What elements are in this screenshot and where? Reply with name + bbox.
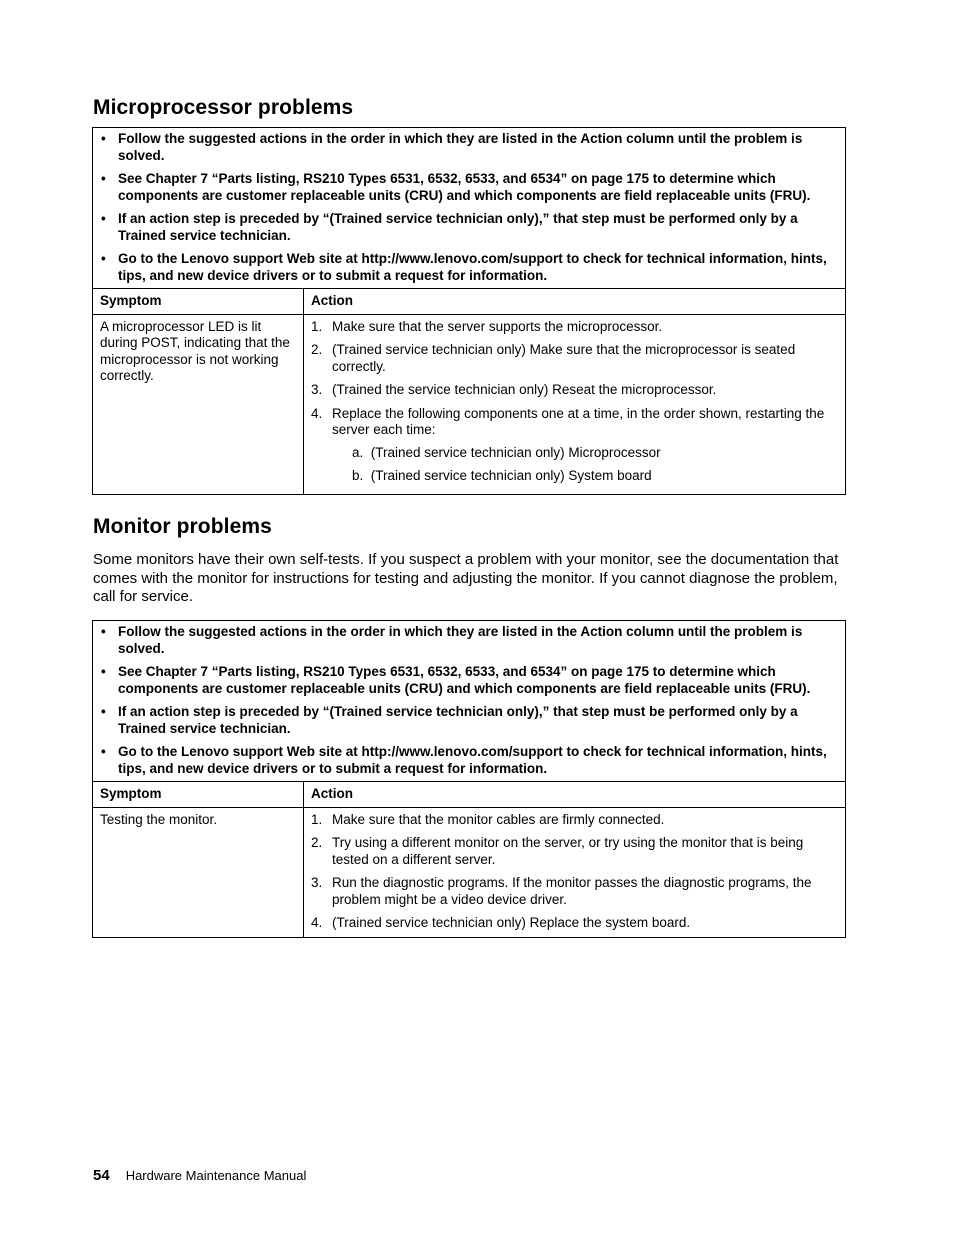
action-step [311, 875, 838, 908]
action-step [311, 915, 838, 932]
step-text: (Trained the service technician only) Reseat the microprocessor. [332, 382, 717, 397]
symptom-header: Symptom [93, 289, 304, 315]
note-item: • Go to the Lenovo support Web site at http://www.lenovo.com/support to check for technical information, hints, tips, and new device drivers or to submit a request for information. [101, 744, 837, 777]
notes-list [101, 624, 837, 777]
monitor-intro-paragraph: Some monitors have their own self-tests. If you suspect a problem with your monitor, see the documentation that comes with the monitor for instructions for testing and adjusting the monitor. If you cannot diagnose the problem, call for service. [93, 551, 839, 605]
step-text: (Trained service technician only) Make sure that the microprocessor is seated correctly. [332, 342, 796, 374]
step-number: 2. [311, 342, 323, 357]
step-number: 4. [311, 405, 323, 421]
table-notes-row [93, 621, 846, 782]
action-header: Action [304, 289, 846, 315]
note-item: • Go to the Lenovo support Web site at http://www.lenovo.com/support to check for technical information, hints, tips, and new device drivers or to submit a request for information. [101, 251, 837, 284]
step-text: (Trained service technician only) Replace the system board. [332, 915, 691, 930]
symptom-cell: Testing the monitor. [93, 807, 304, 937]
step-text: Try using a different monitor on the server, or try using the monitor that is being tested on a different server. [332, 835, 804, 867]
page-footer [93, 1167, 306, 1184]
microprocessor-problems-table [92, 127, 846, 495]
note-item: • See Chapter 7 “Parts listing, RS210 Types 6531, 6532, 6533, and 6534” on page 175 to determine which components are customer replaceable units (CRU) and which components are field replaceable units (FRU). [101, 171, 837, 204]
sub-step: b. (Trained service technician only) System board [352, 468, 652, 483]
monitor-problems-table [92, 620, 846, 938]
table-header-row [93, 289, 846, 315]
action-step [311, 382, 838, 399]
note-item: • See Chapter 7 “Parts listing, RS210 Types 6531, 6532, 6533, and 6534” on page 175 to determine which components are customer replaceable units (CRU) and which components are field replaceable units (FRU). [101, 664, 837, 697]
action-cell [304, 314, 846, 494]
table-notes-row [93, 128, 846, 289]
note-item: • If an action step is preceded by “(Trained service technician only),” that step must be performed only by a Trained service technician. [101, 211, 837, 244]
notes-list [101, 131, 837, 284]
symptom-header: Symptom [93, 782, 304, 808]
step-number: 3. [311, 875, 323, 890]
note-item: • If an action step is preceded by “(Trained service technician only),” that step must be performed only by a Trained service technician. [101, 704, 837, 737]
action-step [311, 812, 838, 829]
action-cell [304, 807, 846, 937]
action-step [311, 319, 838, 336]
section-title-monitor: Monitor problems [93, 515, 272, 538]
note-item: • Follow the suggested actions in the order in which they are listed in the Action column until the problem is solved. [101, 131, 837, 164]
table-row [93, 807, 846, 937]
action-steps [311, 812, 838, 932]
step-number: 1. [311, 318, 323, 334]
note-item: • Follow the suggested actions in the order in which they are listed in the Action column until the problem is solved. [101, 624, 837, 657]
table-row [93, 314, 846, 494]
step-number: 2. [311, 835, 323, 850]
action-step [311, 342, 838, 375]
action-step [311, 406, 838, 485]
step-text: Make sure that the server supports the microprocessor. [332, 318, 663, 334]
page-number: 54 [93, 1167, 110, 1184]
sub-steps [332, 445, 838, 485]
step-number: 4. [311, 915, 323, 930]
notes-cell [93, 621, 846, 782]
sub-step: a. (Trained service technician only) Microprocessor [352, 444, 661, 460]
manual-title: Hardware Maintenance Manual [125, 1168, 307, 1183]
step-text: Make sure that the monitor cables are firmly connected. [332, 811, 665, 827]
action-step [311, 835, 838, 868]
table-header-row [93, 782, 846, 808]
action-header: Action [304, 782, 846, 808]
step-number: 1. [311, 811, 323, 827]
step-number: 3. [311, 382, 323, 397]
action-steps [311, 319, 838, 485]
symptom-cell: A microprocessor LED is lit during POST, indicating that the microprocessor is not working correctly. [93, 314, 304, 494]
step-text: Run the diagnostic programs. If the monitor passes the diagnostic programs, the problem might be a video device driver. [332, 875, 812, 907]
notes-cell [93, 128, 846, 289]
section-title-microprocessor: Microprocessor problems [93, 96, 354, 119]
step-text: Replace the following components one at a time, in the order shown, restarting the server each time: [332, 405, 825, 437]
